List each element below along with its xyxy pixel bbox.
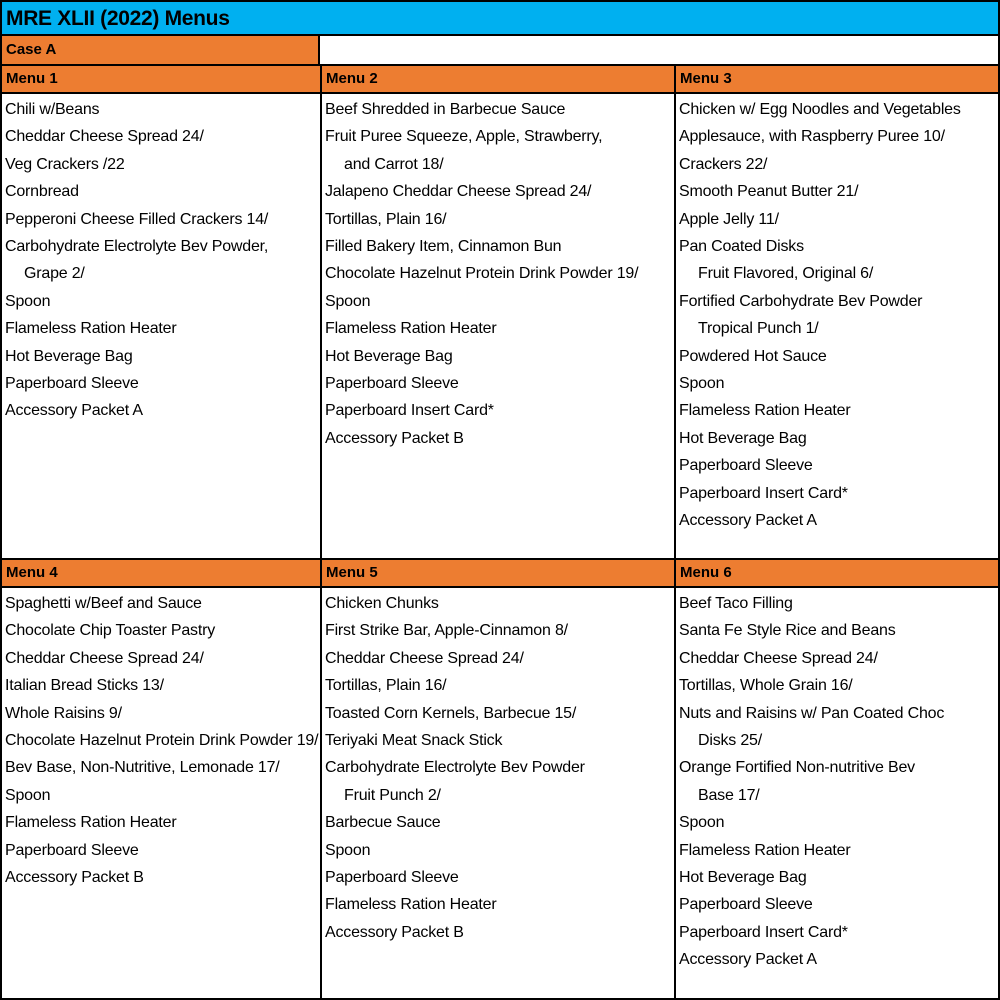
- menu-item: Italian Bread Sticks 13/: [5, 677, 164, 695]
- menu-item: Base 17/: [698, 786, 760, 804]
- menu-4-cell: [2, 590, 320, 998]
- menu-1-items: [2, 96, 320, 425]
- menu-item: Flameless Ration Heater: [5, 320, 177, 338]
- menu-item: Filled Bakery Item, Cinnamon Bun: [325, 238, 562, 256]
- menu-3-cell: [676, 96, 998, 558]
- column-divider: [320, 66, 322, 998]
- menu-item: Accessory Packet B: [325, 429, 464, 447]
- menu-item: Spoon: [5, 786, 51, 804]
- menu-item: Teriyaki Meat Snack Stick: [325, 732, 503, 750]
- menu-4-items: [2, 590, 320, 891]
- menu-item: Carbohydrate Electrolyte Bev Powder,: [5, 238, 269, 256]
- menu-item: Spaghetti w/Beef and Sauce: [5, 595, 202, 612]
- menu-item: Accessory Packet B: [5, 869, 144, 887]
- menu-item: Nuts and Raisins w/ Pan Coated Choc: [679, 704, 945, 722]
- menu-item: Hot Beverage Bag: [325, 347, 453, 365]
- menu-1-cell: [2, 96, 320, 558]
- menu-item: Cheddar Cheese Spread 24/: [679, 649, 878, 667]
- menu-item: Disks 25/: [698, 732, 762, 750]
- menu-item: Tropical Punch 1/: [698, 320, 819, 338]
- menu-item: Paperboard Sleeve: [679, 457, 813, 475]
- menu-item: Applesauce, with Raspberry Puree 10/: [679, 128, 945, 146]
- menu-item: Flameless Ration Heater: [325, 320, 497, 338]
- menu-5-items: [322, 590, 674, 946]
- menu-item: Flameless Ration Heater: [325, 896, 497, 914]
- menu-item: Santa Fe Style Rice and Beans: [679, 622, 896, 640]
- menu-item: Bev Base, Non-Nutritive, Lemonade 17/: [5, 759, 280, 777]
- menu-item: Fruit Punch 2/: [344, 786, 441, 804]
- menu-5-header: Menu 5: [322, 560, 674, 588]
- menu-item: Cheddar Cheese Spread 24/: [325, 649, 524, 667]
- menu-item: Hot Beverage Bag: [679, 429, 807, 447]
- menu-item: Pan Coated Disks: [679, 238, 804, 256]
- menu-item: Veg Crackers /22: [5, 155, 125, 173]
- menu-item: Chili w/Beans: [5, 101, 100, 118]
- menu-item: Orange Fortified Non-nutritive Bev: [679, 759, 915, 777]
- menu-item: Tortillas, Plain 16/: [325, 677, 447, 695]
- menu-item: Spoon: [325, 292, 371, 310]
- menu-6-items: [676, 590, 998, 974]
- menu-2-header: Menu 2: [322, 66, 674, 94]
- menu-item: Beef Taco Filling: [679, 595, 793, 612]
- menu-item: Chocolate Chip Toaster Pastry: [5, 622, 216, 640]
- menu-item: Paperboard Insert Card*: [325, 402, 494, 420]
- menu-item: Paperboard Sleeve: [325, 375, 459, 393]
- menu-item: Accessory Packet A: [679, 951, 817, 969]
- menu-item: Tortillas, Plain 16/: [325, 210, 447, 228]
- case-blank-cell: [320, 36, 998, 66]
- menu-item: Crackers 22/: [679, 155, 768, 173]
- menu-item: First Strike Bar, Apple-Cinnamon 8/: [325, 622, 568, 640]
- menu-item: and Carrot 18/: [344, 155, 444, 173]
- menu-item: Fruit Flavored, Original 6/: [698, 265, 874, 283]
- menu-item: Chicken Chunks: [325, 595, 439, 612]
- menu-item: Flameless Ration Heater: [5, 814, 177, 832]
- menu-item: Chocolate Hazelnut Protein Drink Powder 19/: [5, 732, 319, 750]
- menu-item: Spoon: [5, 292, 51, 310]
- page-title: MRE XLII (2022) Menus: [2, 2, 998, 36]
- menu-item: Accessory Packet B: [325, 923, 464, 941]
- menu-item: Paperboard Insert Card*: [679, 484, 848, 502]
- menu-item: Paperboard Insert Card*: [679, 923, 848, 941]
- menu-item: Accessory Packet A: [679, 512, 817, 530]
- menu-item: Spoon: [679, 375, 725, 393]
- menu-item: Cornbread: [5, 183, 79, 201]
- menu-item: Paperboard Sleeve: [679, 896, 813, 914]
- menu-item: Chocolate Hazelnut Protein Drink Powder 19/: [325, 265, 639, 283]
- menu-item: Paperboard Sleeve: [5, 841, 139, 859]
- menu-item: Flameless Ration Heater: [679, 841, 851, 859]
- menu-item: Powdered Hot Sauce: [679, 347, 827, 365]
- menu-item: Apple Jelly 11/: [679, 210, 779, 228]
- menu-item: Chicken w/ Egg Noodles and Vegetables: [679, 101, 961, 118]
- menu-1-header: Menu 1: [2, 66, 320, 94]
- column-divider: [674, 66, 676, 998]
- case-label: Case A: [2, 36, 320, 66]
- menu-6-cell: [676, 590, 998, 998]
- menu-item: Fruit Puree Squeeze, Apple, Strawberry,: [325, 128, 603, 146]
- menu-item: Tortillas, Whole Grain 16/: [679, 677, 853, 695]
- menu-item: Paperboard Sleeve: [325, 869, 459, 887]
- menu-2-cell: [322, 96, 674, 558]
- menu-item: Jalapeno Cheddar Cheese Spread 24/: [325, 183, 592, 201]
- menu-item: Spoon: [679, 814, 725, 832]
- menu-item: Cheddar Cheese Spread 24/: [5, 649, 204, 667]
- menu-item: Paperboard Sleeve: [5, 375, 139, 393]
- menu-item: Carbohydrate Electrolyte Bev Powder: [325, 759, 585, 777]
- menu-item: Barbecue Sauce: [325, 814, 441, 832]
- menu-item: Accessory Packet A: [5, 402, 143, 420]
- menu-3-header: Menu 3: [676, 66, 998, 94]
- menu-6-header: Menu 6: [676, 560, 998, 588]
- menu-item: Beef Shredded in Barbecue Sauce: [325, 101, 566, 118]
- menu-2-items: [322, 96, 674, 452]
- menu-item: Flameless Ration Heater: [679, 402, 851, 420]
- menu-3-items: [676, 96, 998, 535]
- menu-item: Pepperoni Cheese Filled Crackers 14/: [5, 210, 269, 228]
- menu-4-header: Menu 4: [2, 560, 320, 588]
- menu-item: Fortified Carbohydrate Bev Powder: [679, 292, 923, 310]
- menu-item: Spoon: [325, 841, 371, 859]
- menu-5-cell: [322, 590, 674, 998]
- menu-item: Smooth Peanut Butter 21/: [679, 183, 859, 201]
- menu-item: Whole Raisins 9/: [5, 704, 122, 722]
- menu-item: Toasted Corn Kernels, Barbecue 15/: [325, 704, 577, 722]
- menu-item: Cheddar Cheese Spread 24/: [5, 128, 204, 146]
- menu-item: Hot Beverage Bag: [5, 347, 133, 365]
- menu-item: Grape 2/: [24, 265, 85, 283]
- menu-item: Hot Beverage Bag: [679, 869, 807, 887]
